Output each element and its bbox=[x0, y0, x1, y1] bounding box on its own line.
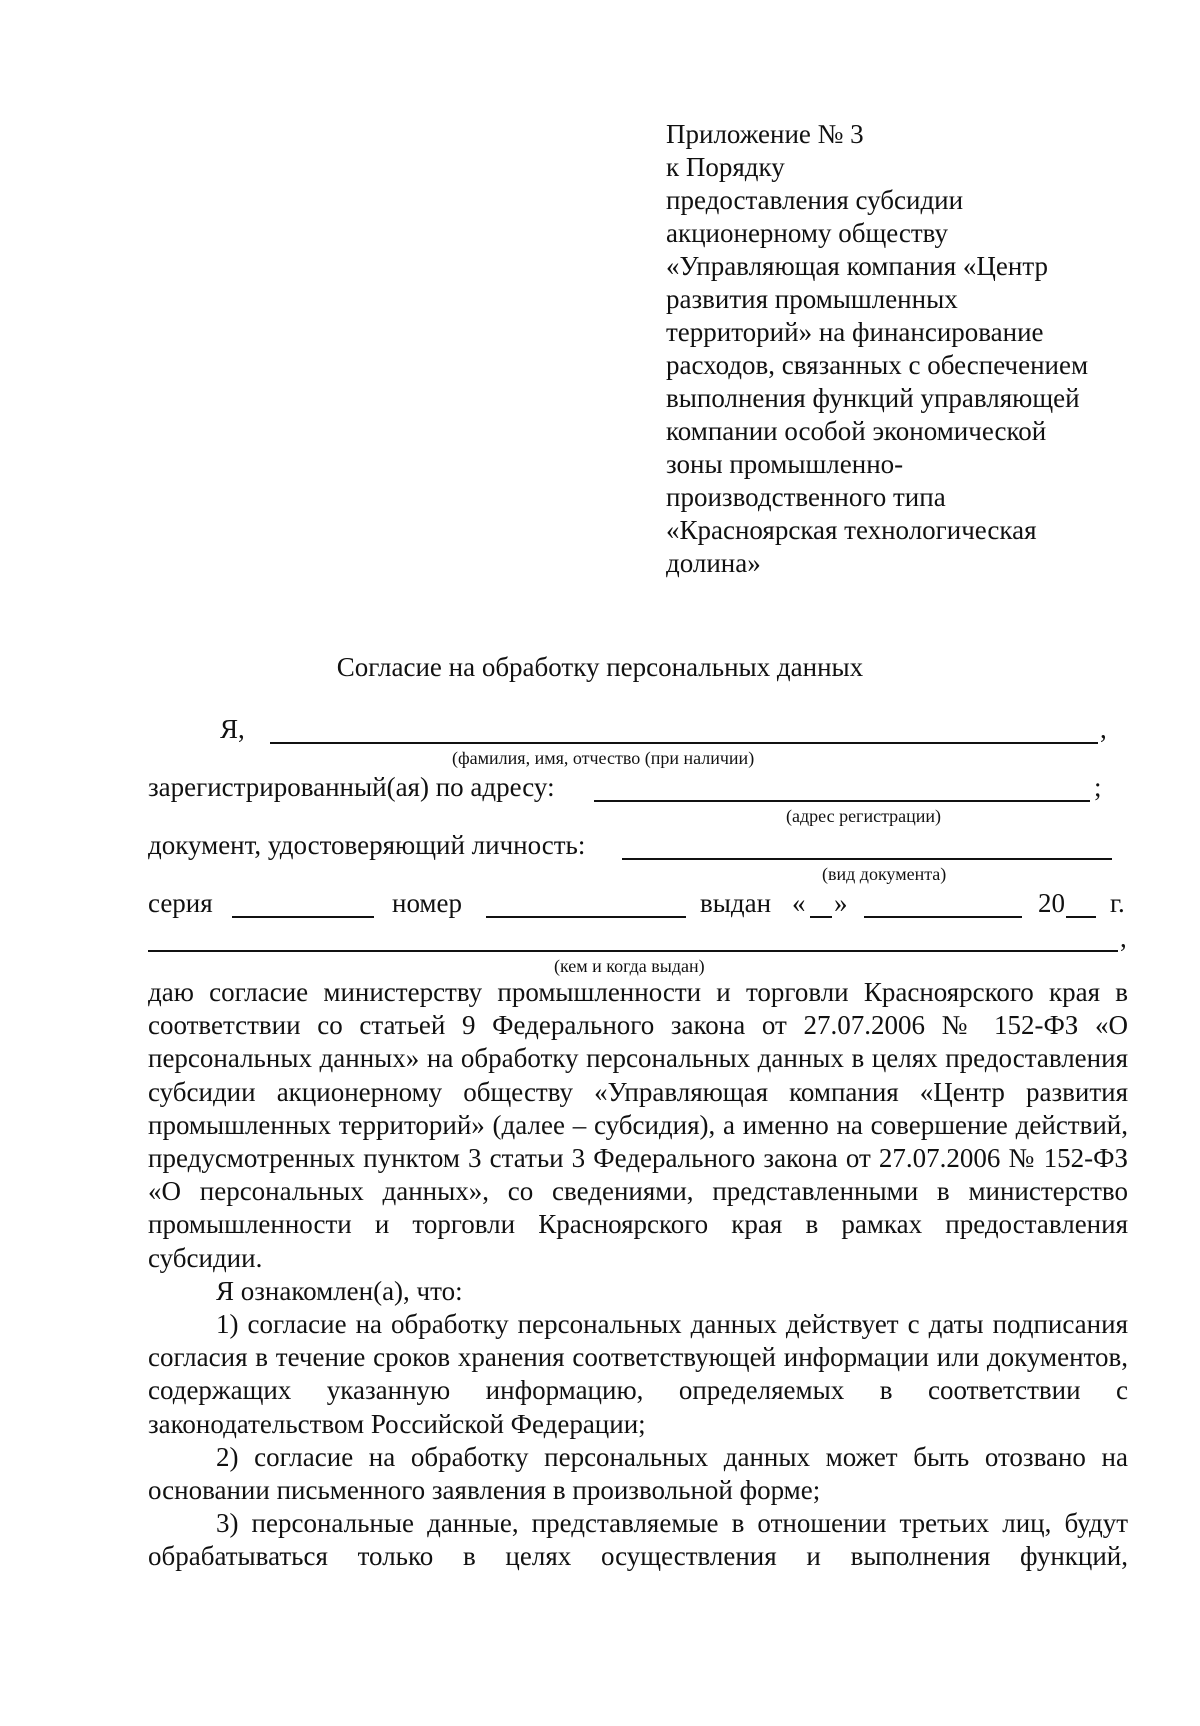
annex-header bbox=[666, 118, 1166, 580]
issue-month-field[interactable] bbox=[864, 916, 1022, 918]
document-title: Согласие на обработку персональных данных bbox=[336, 652, 864, 682]
issuer-caption: (кем и когда выдан) bbox=[554, 956, 705, 976]
annex-line: «Красноярская технологическая bbox=[666, 515, 1037, 545]
annex-line: предоставления субсидии bbox=[666, 185, 964, 215]
document-label: документ, удостоверяющий личность: bbox=[148, 830, 586, 860]
annex-line: компании особой экономической bbox=[666, 416, 1047, 446]
address-suffix: ; bbox=[1094, 772, 1102, 802]
quote-close: » bbox=[834, 888, 848, 918]
issue-day-field[interactable] bbox=[810, 916, 832, 918]
number-field[interactable] bbox=[486, 916, 686, 918]
annex-line: производственного типа bbox=[666, 482, 946, 512]
series-label: серия bbox=[148, 888, 213, 918]
year-prefix: 20 bbox=[1038, 888, 1065, 918]
quote-open: « bbox=[792, 888, 806, 918]
address-caption: (адрес регистрации) bbox=[786, 806, 942, 826]
year-suffix: г. bbox=[1110, 888, 1125, 918]
full-name-caption: (фамилия, имя, отчество (при наличии) bbox=[452, 748, 755, 768]
issuer-field[interactable] bbox=[148, 950, 1118, 952]
issue-year-field[interactable] bbox=[1066, 916, 1096, 918]
number-label: номер bbox=[392, 888, 463, 918]
document-type-field[interactable] bbox=[622, 858, 1112, 860]
annex-line: к Порядку bbox=[666, 152, 785, 182]
annex-line: территорий» на финансирование bbox=[666, 317, 1044, 347]
issuer-suffix: , bbox=[1120, 923, 1127, 953]
series-field[interactable] bbox=[232, 916, 374, 918]
name-suffix: , bbox=[1100, 714, 1107, 744]
issued-label: выдан bbox=[700, 888, 772, 918]
annex-line: Приложение № 3 bbox=[666, 119, 864, 149]
annex-line: «Управляющая компания «Центр bbox=[666, 251, 1048, 281]
annex-line: акционерному обществу bbox=[666, 218, 948, 248]
annex-line: долина» bbox=[666, 548, 761, 578]
address-field[interactable] bbox=[594, 800, 1090, 802]
annex-line: выполнения функций управляющей bbox=[666, 383, 1080, 413]
annex-line: расходов, связанных с обеспечением bbox=[666, 350, 1089, 380]
clause-2: 2) согласие на обработку персональных данных может быть отозвано на основании письменного заявления в произвольной форме; bbox=[148, 1441, 1128, 1506]
consent-paragraph: даю согласие министерству промышленности и торговли Красноярского края в соответствии со статьей 9 Федерального закона от 27.07.2006 № 152-ФЗ «О персональных данных» на обработку персональных данных в целях предоставления субсидии акционерному обществу «Управляющая компания «Центр развития промышленных территорий» (далее – субсидия), а именно на совершение действий, предусмотренных пунктом 3 статьи 3 Федерального закона от 27.07.2006 № 152-ФЗ «О персональных данных», со сведениями, представленными в министерство промышленности и торговли Красноярского края в рамках предоставления субсидии. bbox=[148, 977, 1128, 1273]
consent-body bbox=[148, 976, 1128, 1574]
clause-3: 3) персональные данные, представляемые в отношении третьих лиц, будут обрабатываться только в целях осуществления и выполнения функций, bbox=[148, 1508, 1128, 1572]
name-prefix: Я, bbox=[220, 714, 245, 744]
full-name-field[interactable] bbox=[270, 742, 1098, 744]
annex-line: развития промышленных bbox=[666, 284, 958, 314]
address-label: зарегистрированный(ая) по адресу: bbox=[148, 772, 555, 802]
document-caption: (вид документа) bbox=[822, 864, 947, 884]
acknowledgement-intro: Я ознакомлен(а), что: bbox=[216, 1275, 463, 1306]
annex-line: зоны промышленно- bbox=[666, 449, 904, 479]
clause-1: 1) согласие на обработку персональных данных действует с даты подписания согласия в течение сроков хранения соответствующей информации или документов, содержащих указанную информацию, определяемых в соответствии с законодательством Российской Федерации; bbox=[148, 1309, 1128, 1439]
